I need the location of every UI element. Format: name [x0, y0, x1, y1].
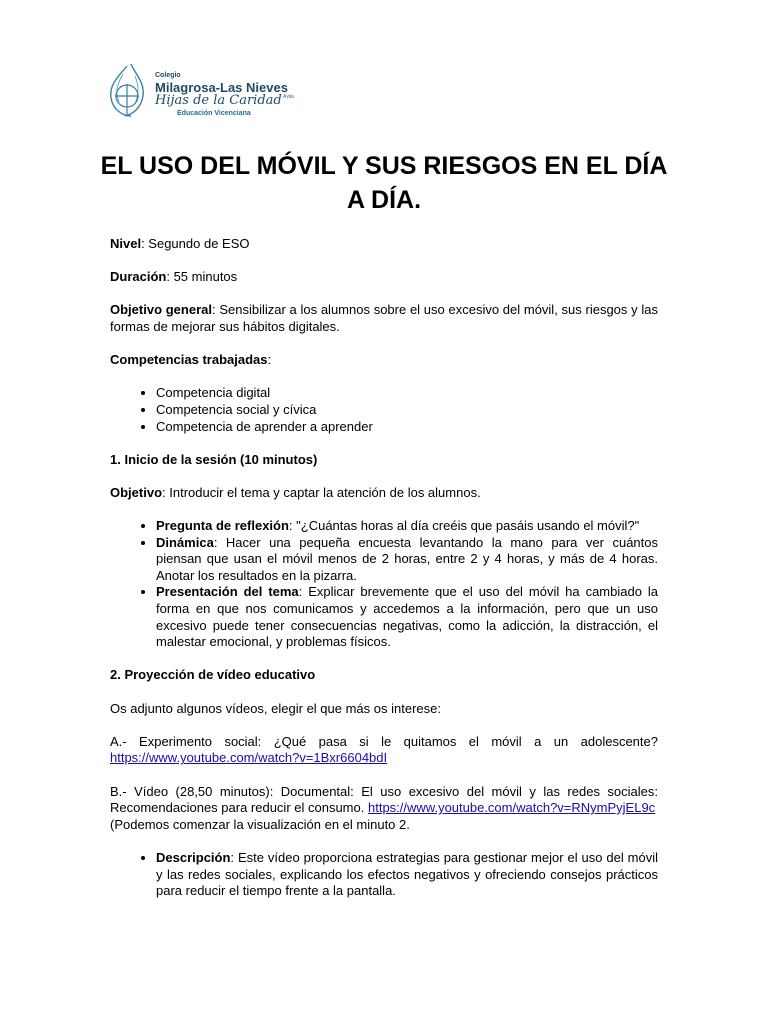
competencias-colon: : — [267, 352, 272, 368]
item-text: : Explicar brevemente que el uso del móvil ha cambiado la forma en que nos comunicamos y accedemos a la información, pero que un uso excesivo puede tener consecuencias negativas, como la adicción, la distracción, el malestar emocional, y problemas físicos. — [156, 584, 659, 650]
item-text: : Hacer una pequeña encuesta levantando la mano para ver cuántos piensan que usan el móvil menos de 2 horas, entre 2 y 4 horas, y más de 4 horas. Anotar los resultados en la pizarra. — [156, 534, 658, 583]
video-b-text: B.- Vídeo (28,50 minutos): Documental: El uso excesivo del móvil y las redes sociales: Recomendaciones para reducir el consumo. — [110, 783, 658, 816]
duracion-label: Duración — [110, 269, 167, 285]
descripcion-label: Descripción — [156, 849, 231, 865]
list-item — [156, 518, 658, 535]
logo-script: Hijas de la Caridad — [155, 93, 282, 108]
item-label: Presentación del tema — [156, 584, 299, 600]
logo-colegio: Colegio — [155, 72, 181, 79]
document-title: EL USO DEL MÓVIL Y SUS RIESGOS EN EL DÍA A DÍA. — [100, 152, 668, 214]
item-label: Dinámica — [156, 534, 214, 550]
logo-school-name: Milagrosa-Las Nieves — [155, 80, 288, 95]
objetivo-general-line — [110, 302, 658, 335]
descripcion-text: : Este vídeo proporciona estrategias para gestionar mejor el uso del móvil y las redes sociales, explicando los efectos negativos y ofreciendo consejos prácticos para reducir el tiempo frente a la pantalla. — [156, 849, 658, 899]
nivel-value: : Segundo de ESO — [141, 236, 250, 251]
section1-objetivo-label: Objetivo — [110, 484, 163, 500]
competencias-label: Competencias trabajadas — [110, 352, 268, 368]
flame-cross-icon — [101, 60, 153, 122]
section2-list — [110, 850, 658, 900]
video-a — [110, 734, 658, 767]
document-body — [110, 236, 658, 916]
list-item: • Competencia de aprender a aprender — [156, 419, 658, 436]
competencias-list — [110, 385, 658, 435]
school-logo — [101, 60, 301, 122]
video-b-link[interactable]: https://www.youtube.com/watch?v=RNymPyjEL9c — [367, 800, 656, 816]
section1-list — [110, 518, 658, 651]
logo-education: Educación Vicenciana — [177, 110, 251, 117]
duracion-value: : 55 minutos — [166, 269, 238, 285]
item-label: Pregunta de reflexión — [156, 518, 289, 534]
logo-city: Ávila — [283, 94, 294, 100]
section1-heading: 1. Inicio de la sesión (10 minutos) — [110, 451, 318, 467]
section2-heading: 2. Proyección de vídeo educativo — [110, 667, 316, 683]
video-b-note: (Podemos comenzar la visualización en el minuto 2. — [110, 816, 410, 832]
objetivo-general-value: : Sensibilizar a los alumnos sobre el uso excesivo del móvil, sus riesgos y las formas de mejorar sus hábitos digitales. — [110, 302, 658, 334]
duracion-line — [110, 269, 658, 286]
competencias-heading — [110, 352, 658, 369]
nivel-label: Nivel — [110, 236, 142, 251]
video-b — [110, 784, 658, 834]
video-a-link[interactable]: https://www.youtube.com/watch?v=1Bxr6604bdI — [110, 750, 388, 766]
list-item: • Competencia social y cívica — [156, 402, 658, 419]
objetivo-general-label: Objetivo general — [110, 302, 212, 318]
list-item — [156, 584, 658, 650]
section1-objetivo — [110, 485, 658, 502]
video-a-text: A.- Experimento social: ¿Qué pasa si le quitamos el móvil a un adolescente? — [110, 733, 658, 749]
section2-intro: Os adjunto algunos vídeos, elegir el que más os interese: — [110, 700, 441, 716]
list-item: • Competencia digital — [156, 385, 658, 402]
list-item — [156, 535, 658, 585]
section1-objetivo-value: : Introducir el tema y captar la atención de los alumnos. — [162, 484, 481, 500]
list-item — [156, 850, 658, 900]
nivel-line — [110, 236, 658, 253]
item-text: : "¿Cuántas horas al día creéis que pasáis usando el móvil?" — [288, 518, 640, 534]
